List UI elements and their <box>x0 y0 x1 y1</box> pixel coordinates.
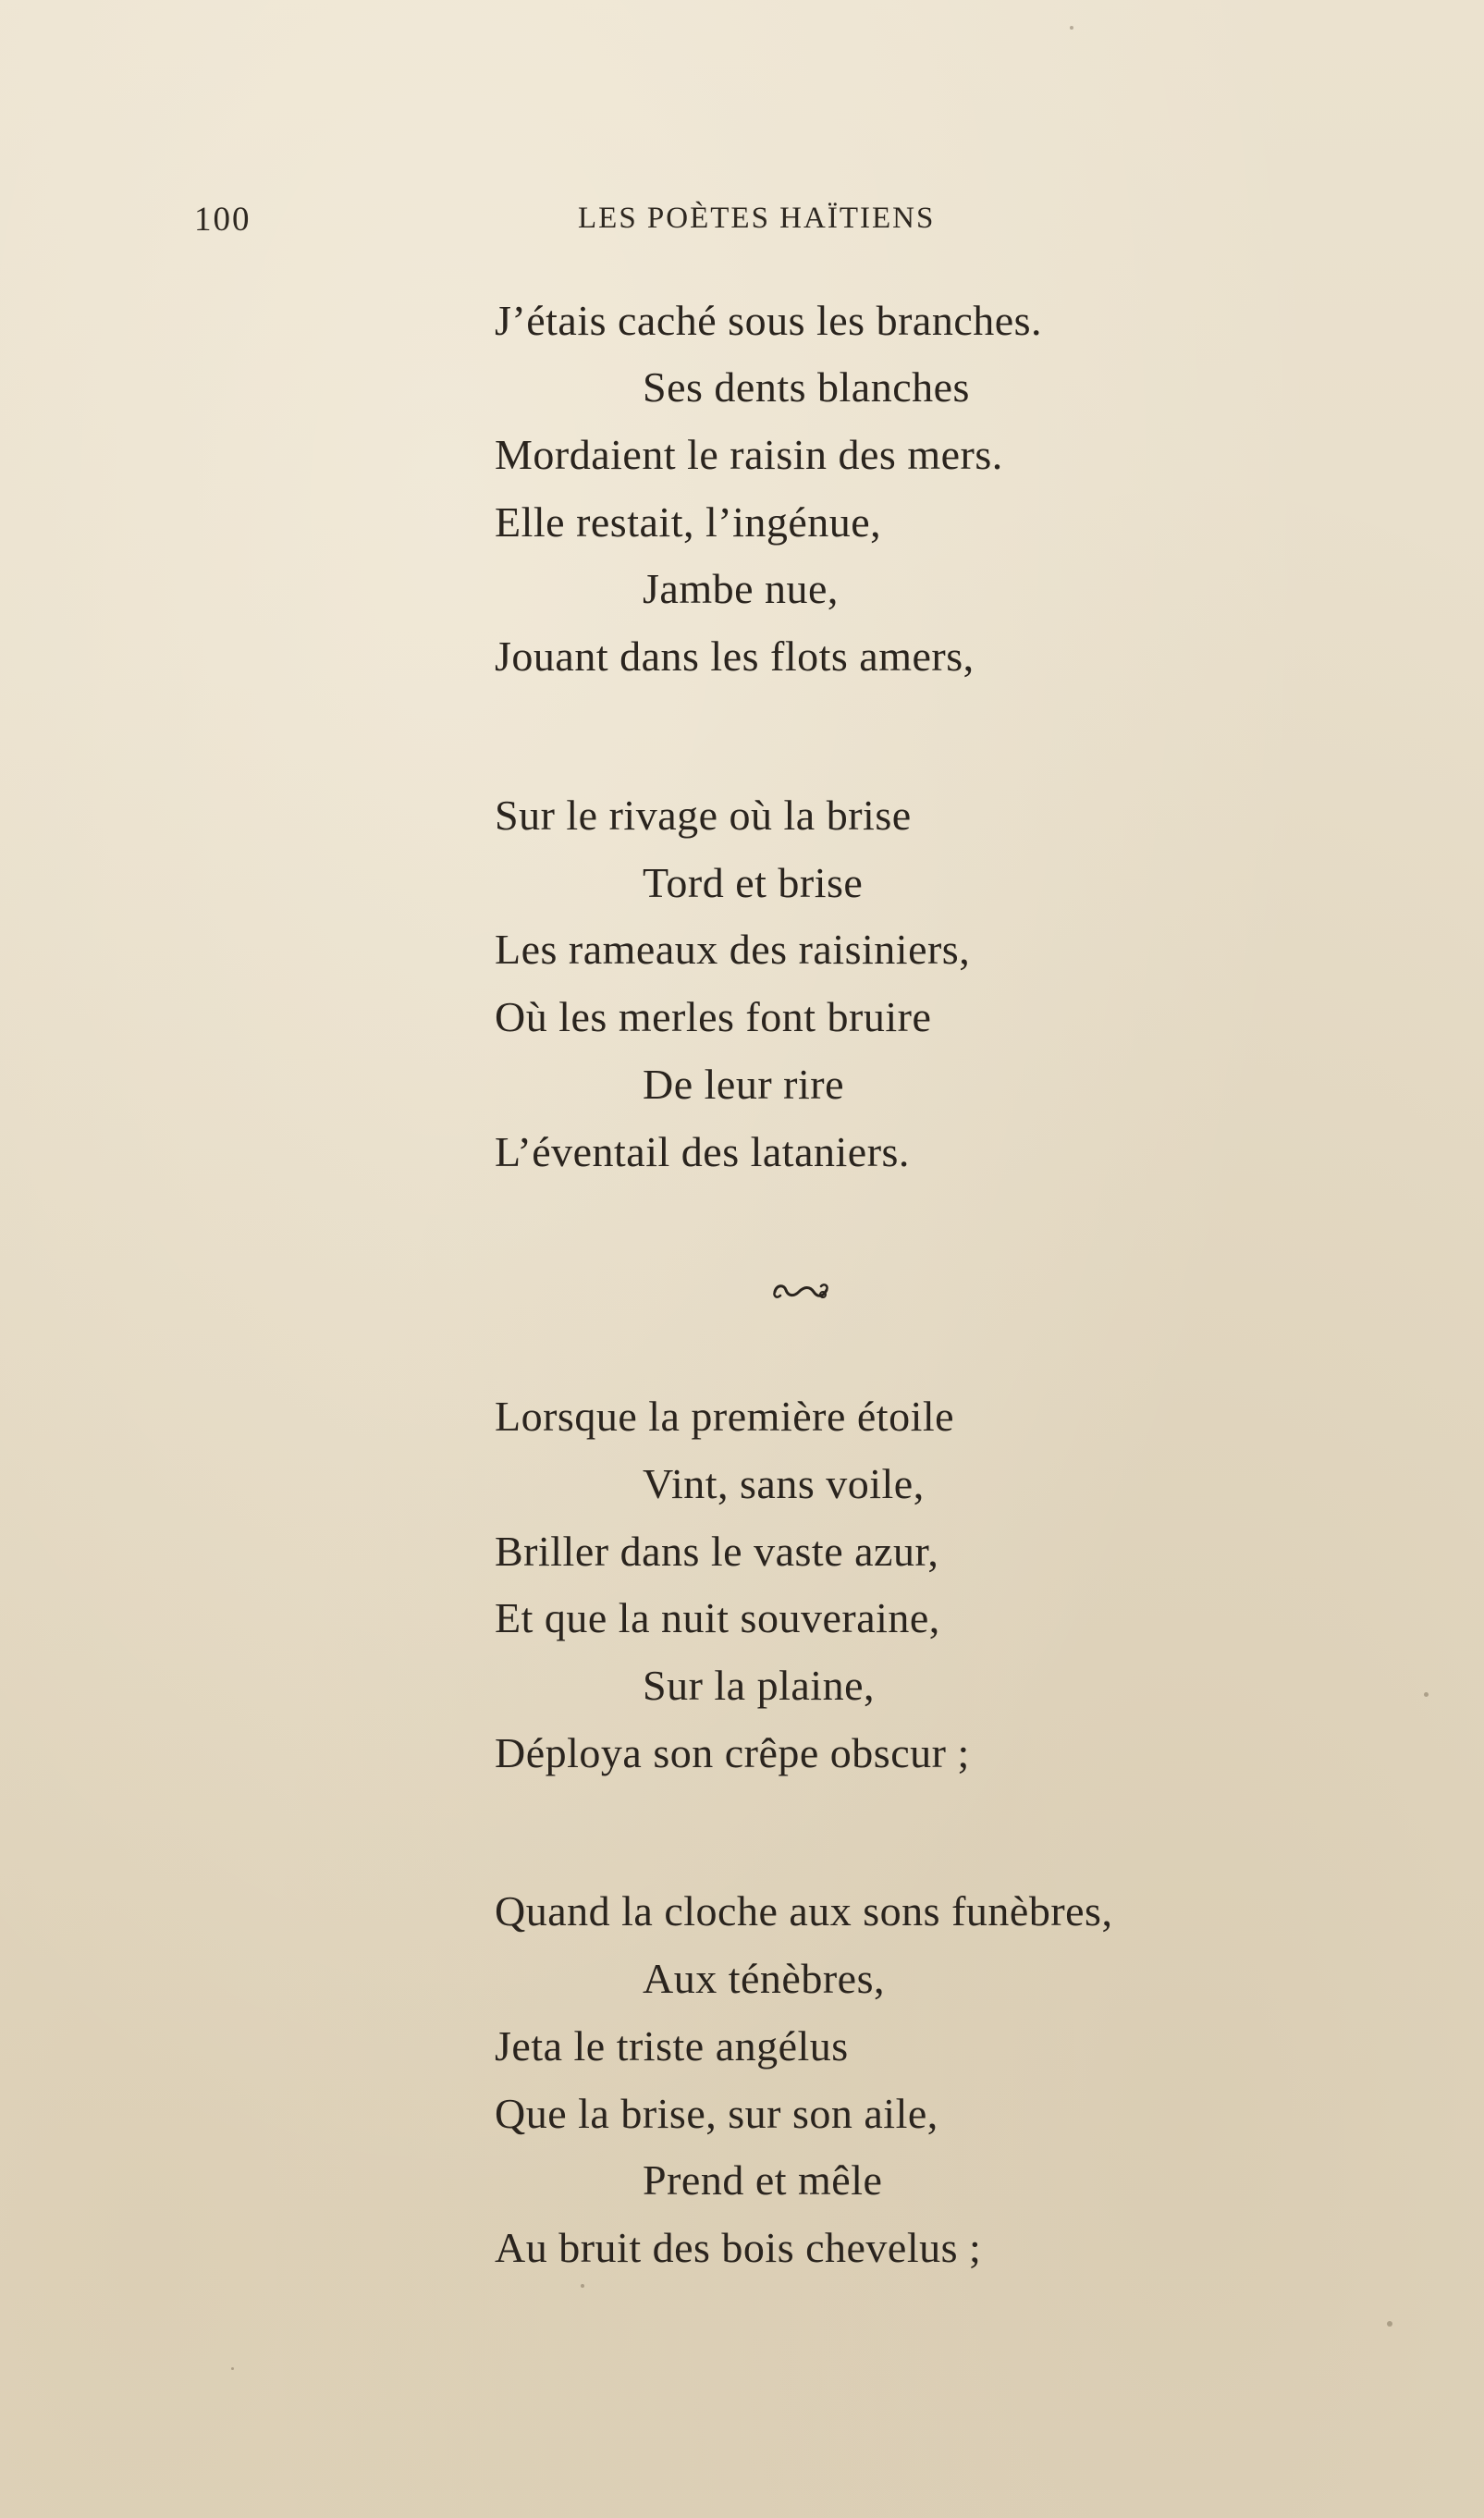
verse-line: Quand la cloche aux sons funèbres, <box>495 1887 1113 1935</box>
verse-line: Elle restait, l’ingénue, <box>495 498 882 546</box>
verse-line: Où les merles font bruire <box>495 993 932 1040</box>
verse-line: Aux ténèbres, <box>643 1955 885 2002</box>
page-header <box>0 200 1484 255</box>
verse-line: L’éventail des lataniers. <box>495 1128 910 1175</box>
fleuron-ornament-icon <box>769 1277 832 1305</box>
verse-line: Au bruit des bois chevelus ; <box>495 2224 982 2271</box>
verse-line: Tord et brise <box>643 859 864 906</box>
page-number: 100 <box>194 201 251 239</box>
verse-line: Mordaient le raisin des mers. <box>495 431 1003 478</box>
paper-speck <box>1070 26 1073 30</box>
running-title: LES POÈTES HAÏTIENS <box>578 202 936 235</box>
verse-line: Déploya son crêpe obscur ; <box>495 1729 970 1776</box>
verse-line: Que la brise, sur son aile, <box>495 2090 938 2137</box>
verse-line: Ses dents blanches <box>643 363 970 411</box>
verse-line: Jouant dans les flots amers, <box>495 633 975 680</box>
verse-line: Et que la nuit souveraine, <box>495 1594 940 1641</box>
paper-speck <box>581 2284 584 2288</box>
verse-line: Vint, sans voile, <box>643 1460 925 1507</box>
verse-line: Jeta le triste angélus <box>495 2022 849 2070</box>
paper-speck <box>1424 1692 1429 1697</box>
paper-speck <box>231 2367 234 2370</box>
paper-speck <box>1387 2321 1392 2327</box>
verse-line: Briller dans le vaste azur, <box>495 1528 939 1575</box>
verse-line: Prend et mêle <box>643 2156 883 2204</box>
verse-line: Sur le rivage où la brise <box>495 792 912 839</box>
verse-line: Les rameaux des raisiniers, <box>495 926 971 973</box>
verse-line: J’étais caché sous les branches. <box>495 297 1043 344</box>
verse-line: Lorsque la première étoile <box>495 1393 955 1440</box>
verse-line: Sur la plaine, <box>643 1662 875 1709</box>
verse-line: Jambe nue, <box>643 565 839 612</box>
verse-line: De leur rire <box>643 1061 844 1108</box>
